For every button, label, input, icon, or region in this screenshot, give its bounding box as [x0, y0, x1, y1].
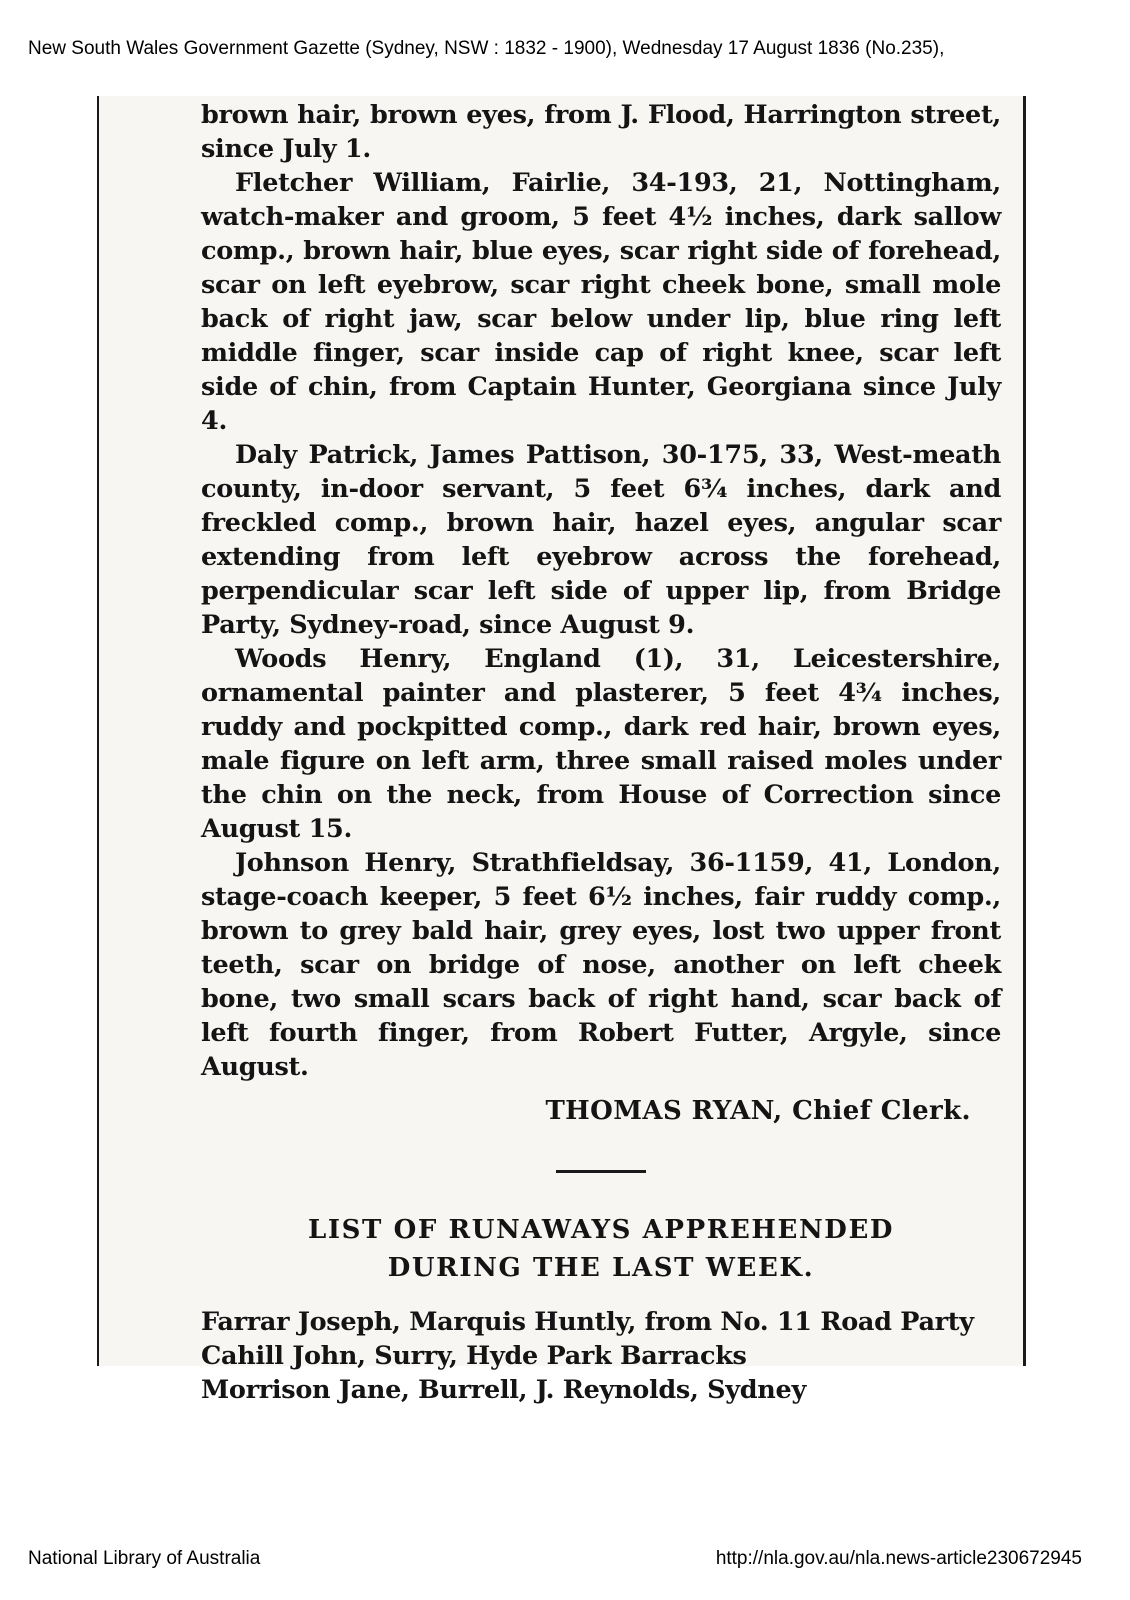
clipping-text-column — [201, 98, 1001, 1407]
runaway-entry: Morrison Jane, Burrell, J. Reynolds, Sydney — [201, 1375, 806, 1405]
article-paragraph-johnson: Johnson Henry, Strathfieldsay, 36-1159, 41, London, stage-coach keeper, 5 feet 6½ inches, fair ruddy comp., brown to grey bald hair, grey eyes, lost two upper front teeth, scar on bridge of nose, another on left cheek bone, two small scars back of right hand, scar back of left fourth finger, from Robert Futter, Argyle, since August. — [201, 848, 1001, 1082]
footer-url-link[interactable]: http://nla.gov.au/nla.news-article230672945 — [715, 1548, 1082, 1569]
section-divider — [556, 1170, 646, 1173]
section-heading-line-2: DURING THE LAST WEEK. — [387, 1253, 815, 1283]
article-paragraph-fletcher: Fletcher William, Fairlie, 34-193, 21, Nottingham, watch-maker and groom, 5 feet 4½ inches, dark sallow comp., brown hair, blue eyes, scar right side of forehead, scar on left eyebrow, scar right cheek bone, small mole back of right jaw, scar below under lip, blue ring left middle finger, scar inside cap of right knee, scar left side of chin, from Captain Hunter, Georgiana since July 4. — [201, 168, 1001, 436]
runaway-entry: Farrar Joseph, Marquis Huntly, from No. 11 Road Party — [201, 1307, 974, 1337]
page-citation-header: New South Wales Government Gazette (Sydney, NSW : 1832 - 1900), Wednesday 17 August 1836 (No.235), — [28, 38, 945, 59]
runaway-entry: Cahill John, Surry, Hyde Park Barracks — [201, 1341, 747, 1371]
footer-source: National Library of Australia — [28, 1548, 261, 1569]
article-paragraph-continuation: brown hair, brown eyes, from J. Flood, Harrington street, since July 1. — [201, 100, 1001, 164]
newspaper-clipping — [97, 96, 1026, 1405]
article-paragraph-daly: Daly Patrick, James Pattison, 30-175, 33, West-meath county, in-door servant, 5 feet 6¾ inches, dark and freckled comp., brown hair, hazel eyes, angular scar extending from left eyebrow across the forehead, perpendicular scar left side of upper lip, from Bridge Party, Sydney-road, since August 9. — [201, 440, 1001, 640]
article-paragraph-woods: Woods Henry, England (1), 31, Leicestershire, ornamental painter and plasterer, 5 feet 4¾ inches, ruddy and pockpitted comp., dark red hair, brown eyes, male figure on left arm, three small raised moles under the chin on the neck, from House of Correction since August 15. — [201, 644, 1001, 844]
signature-line: THOMAS RYAN, Chief Clerk. — [545, 1096, 971, 1126]
section-heading — [201, 1211, 1001, 1287]
section-heading-line-1: LIST OF RUNAWAYS APPREHENDED — [307, 1215, 895, 1245]
